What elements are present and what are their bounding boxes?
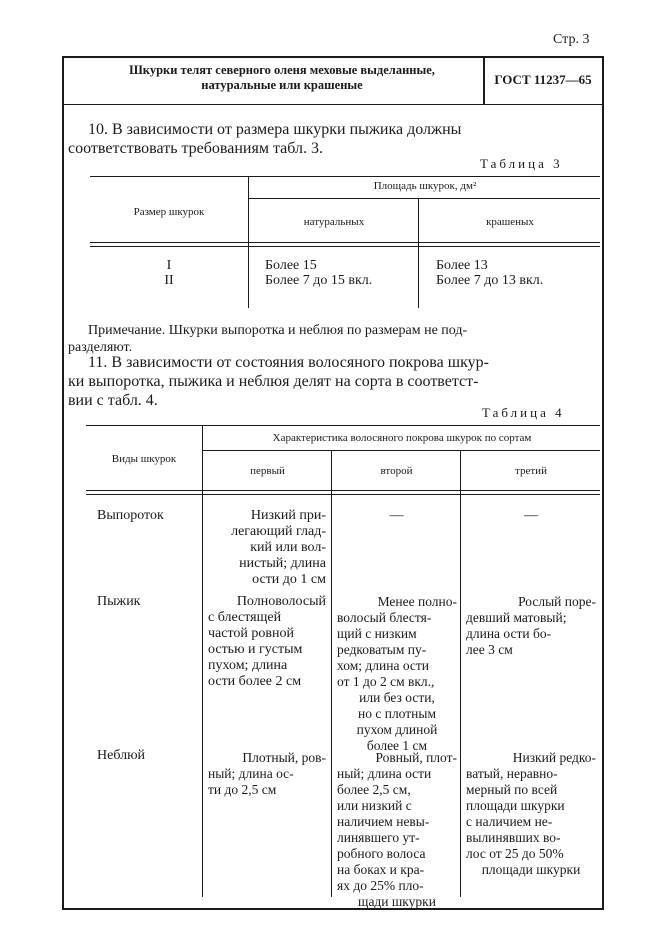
table3-top-rule [90, 176, 600, 177]
table4-row2-first-line: с блестящей [208, 610, 282, 625]
table3-row2-size: II [164, 273, 174, 288]
table4-row3-third-line: лос от 25 до 50% [466, 846, 564, 861]
table4-row2-second-line: от 1 до 2 см вкл., [337, 674, 435, 689]
table3-row2-dyed: Более 7 до 13 вкл. [436, 273, 544, 288]
table3-row2-natural: Более 7 до 15 вкл. [265, 273, 373, 288]
table4-row2-first-line: остью и густым [208, 642, 303, 657]
section-11 [68, 353, 588, 410]
table4-row2-second-line: Менее полно- [377, 594, 457, 609]
table3-label: Таблица 3 [480, 156, 563, 171]
table4-row2-second-line: хом; длина ости [337, 658, 430, 673]
section-10-line2: соответствовать требованиям табл. 3. [68, 140, 323, 157]
table4-row2-second-line: щий с низким [337, 626, 417, 641]
section-11-line1: 11. В зависимости от состояния волосяного покрова шкур- [88, 354, 489, 371]
table4-header-rule2 [86, 494, 600, 495]
table4-row1-first-line: Низкий при- [250, 508, 326, 523]
table4-row1-kind: Выпороток [97, 508, 164, 523]
table4-row3-second-line: Ровный, плот- [375, 750, 457, 765]
table4-row3-third-line: с наличием не- [466, 814, 553, 829]
table4-vline3 [460, 450, 461, 897]
table4-row2-third-line: лее 3 см [466, 642, 513, 657]
table4-row2-third-line: Рослый поре- [518, 594, 596, 609]
table4-vline2 [331, 450, 332, 897]
header-title-line2: натуральные или крашеные [201, 78, 363, 92]
table4-row2-second [337, 594, 457, 754]
note-line2: разделяют. [68, 340, 133, 355]
table4-row2-third [466, 594, 596, 658]
table4-row2-second-line: редковатым пу- [337, 642, 427, 657]
table3-row1-natural: Более 15 [265, 258, 317, 273]
header-title [82, 63, 482, 93]
table4-row3-third [466, 750, 596, 878]
table4-row2-first-line: Полноволосый [236, 594, 326, 609]
table4-row3-second-line: наличием невы- [337, 814, 430, 829]
table4-row3-second-line: или низкий с [337, 798, 412, 813]
table4-row2-first-line: частой ровной [208, 626, 294, 641]
table4-row2-second-line: пухом длиной [356, 722, 438, 737]
table4-row3-first [208, 750, 326, 798]
table3-vline2 [418, 198, 419, 308]
table4-label: Таблица 4 [482, 405, 565, 420]
table4-header-rule1 [86, 490, 600, 491]
table4-row3-second-line: ях до 25% пло- [337, 878, 424, 893]
table4-row1-first-line: кий или вол- [250, 540, 326, 555]
table4-row3-third-line: площади шкурки [466, 798, 565, 813]
table4-row3-third-line: вылинявших во- [466, 830, 561, 845]
section-11-line2: ки выпоротка, пыжика и неблюя делят на сорта в соответст- [68, 373, 479, 390]
table4-row2-first-line: пухом; длина [208, 658, 288, 673]
header-title-line1: Шкурки телят северного оленя меховые выделанные, [129, 63, 435, 77]
table3-col-dyed: крашеных [486, 216, 534, 228]
table4-row2-third-line: длина ости бо- [466, 626, 552, 641]
table4-top-rule [86, 425, 600, 426]
table4-row1-first [208, 508, 326, 588]
table4-row1-third: — [524, 508, 538, 523]
table4-row2-first [208, 594, 326, 690]
table4-sub-rule [202, 450, 600, 451]
standard-code: ГОСТ 11237—65 [494, 72, 592, 87]
table3-col-natural: натуральных [303, 216, 365, 228]
table4-row3-second-line: щади шкурки [358, 894, 436, 909]
table3-sub-rule [248, 198, 600, 199]
table4-row3-second-line: более 2,5 см, [337, 782, 411, 797]
header-separator [483, 58, 485, 104]
section-10 [68, 120, 588, 158]
page-number: Стр. 3 [553, 32, 590, 47]
table4-row3-second-line: на боках и кра- [337, 862, 425, 877]
table4-row3-first-line: Плотный, ров- [242, 750, 326, 765]
table4-row3-third-line: мерный по всей [466, 782, 558, 797]
table4-col-kind: Виды шкурок [111, 453, 177, 465]
table4-col-first: первый [250, 465, 285, 477]
table4-row2-second-line: более 1 см [366, 738, 428, 753]
table4-row3-second-line: линявшего ут- [337, 830, 420, 845]
table4-vline1 [202, 425, 203, 897]
table4-col-second: второй [380, 465, 413, 477]
note-line1: Примечание. Шкурки выпоротка и неблюя по размерам не под- [88, 323, 468, 338]
table4-row3-third-line: ватый, неравно- [466, 766, 558, 781]
section-11-line3: вии с табл. 4. [68, 392, 158, 409]
table4-row2-kind: Пыжик [97, 594, 141, 609]
note [68, 322, 588, 356]
table3-row1-dyed: Более 13 [436, 258, 488, 273]
table4-row3-first-line: ный; длина ос- [208, 766, 294, 781]
table4-row3-second-line: ный; длина ости [337, 766, 432, 781]
table4-row3-first-line: ти до 2,5 см [208, 782, 277, 797]
table4-row2-second-line: но с плотным [358, 706, 436, 721]
table4-row1-first-line: легающий глад- [231, 524, 326, 539]
table4-row1-first-line: нистый; длина [239, 556, 326, 571]
table3-header-rule1 [90, 242, 600, 243]
table3-row1-size: I [166, 258, 172, 273]
table4-row2-third-line: девший матовый; [466, 610, 567, 625]
table3-col-area: Площадь шкурок, дм² [373, 180, 477, 192]
table4-row3-second [337, 750, 457, 910]
table4-row3-kind: Неблюй [97, 748, 146, 763]
table4-col-third: третий [515, 465, 547, 477]
table3-header-rule2 [90, 246, 600, 247]
section-10-line1: 10. В зависимости от размера шкурки пыжика должны [88, 121, 462, 138]
table3-col-size: Размер шкурок [133, 206, 205, 218]
table4-row3-third-line: площади шкурки [481, 862, 581, 877]
table4-col-char: Характеристика волосяного покрова шкурок по сортам [272, 432, 532, 444]
table4-row3-third-line: Низкий редко- [512, 750, 596, 765]
table4-row2-first-line: ости более 2 см [208, 674, 302, 689]
table4-row2-second-line: волосый блестя- [337, 610, 432, 625]
table4-row3-second-line: робного волоса [337, 846, 426, 861]
table4-row1-first-line: ости до 1 см [252, 572, 326, 587]
table4-row2-second-line: или без ости, [359, 690, 435, 705]
table4-row1-second: — [389, 508, 404, 523]
